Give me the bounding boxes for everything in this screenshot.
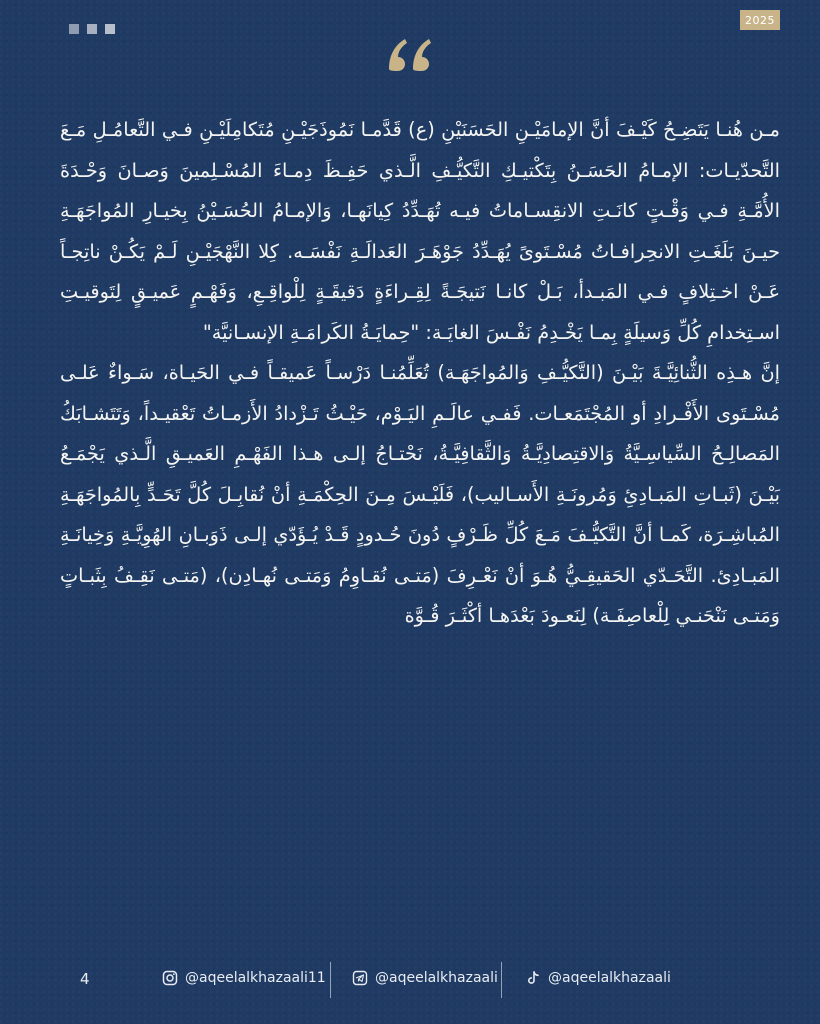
article-body — [60, 110, 780, 940]
paragraph-2: إنَّ هـذِه الثُّنائِيَّـةَ بَيْـنَ (التَّكيُّـفِ وَالمُواجَهَـة) تُعَلِّمُنـا دَرْسـاً عَميقـاً فـي الحَيـاة، سَـواءٌ عَلـى مُسْـتَوى الأَفْـرادِ أو المُجْتَمَعـات. فَفـي عالَـمِ اليَـوْم، حَيْـثُ تَـزْدادُ الأَزمـاتُ تَعْقيـداً، وَتَتَشـابَكُ المَصالِـحُ السِّياسِـيَّةُ وَالاقتِصادِيَّـةُ وَالثَّقافِيَّـةُ، نَحْتـاجُ إلـى هـذا الفَهْـمِ العَميـقِ الَّـذي يَجْمَـعُ بَيْـنَ (ثَبـاتِ المَبـادِئِ وَمُرونَـةِ الأَسـاليب)، فَلَيْـسَ مِـنَ الحِكْمَـةِ أنْ نُقابِـلَ كُلَّ تَحَـدٍّ بِالمُواجَهَـةِ المُباشِـرَة، كَمـا أنَّ التَّكيُّـفَ مَـعَ كُلِّ ظَـرْفٍ دُونَ حُـدودٍ قَـدْ يُـؤَدّي إلـى ذَوَبـانِ الهُوِيَّـةِ وَخِيانَـةِ المَبـادِئ. التَّحَـدّي الحَقيقِـيُّ هُـوَ أنْ نَعْـرِفَ (مَتـى نُقـاوِمُ وَمَتـى نُهـادِن)، (مَتـى نَقِـفُ بِثَبـاتٍ وَمَتـى نَنْحَنـي لِلْعاصِفَـة) لِنَعـودَ بَعْدَهـا أكْثَـرَ قُـوَّة — [60, 361, 780, 627]
telegram-link[interactable] — [352, 970, 498, 986]
quote-container — [0, 18, 820, 88]
quote-mark-icon — [385, 33, 435, 73]
page-number: 4 — [80, 970, 90, 988]
instagram-handle: @aqeelalkhazaali11 — [185, 970, 326, 986]
tiktok-icon — [525, 970, 541, 986]
footer-divider — [501, 962, 502, 998]
footer — [0, 962, 820, 998]
tiktok-handle: @aqeelalkhazaali — [548, 970, 671, 986]
paragraph-1: مـن هُنـا يَتَضِـحُ كَيْـفَ أنَّ الإمامَيْـنِ الحَسَنَيْنِ (ع) قَدَّمـا نَمُوذَجَيْـنِ مُتَكامِلَيْـنِ فـي التَّعامُـلِ مَـعَ التَّحدّيـات: الإمـامُ الحَسَـنُ بِتَكْتيـكِ التَّكيُّـفِ الَّـذي حَفِـظَ دِمـاءَ المُسْـلِمينَ وَصـانَ وَحْـدَةَ الأُمَّـةِ فـي وَقْـتٍ كانَـتِ الانقِسـاماتُ فيـه تُهَـدِّدُ كِيانَهـا، وَالإمـامُ الحُسَـيْنُ بِخيـارِ المُواجَهَـةِ حيـنَ بَلَغَـتِ الانحِرافـاتُ مُسْـتَوىً يُهَـدِّدُ جَوْهَـرَ العَدالَـةِ نَفْسَـه. كِلا النَّهْجَيْـنِ لَـمْ يَكُـنْ ناتِجـاً عَـنْ اخـتِلافٍ فـي المَبـدأ، بَـلْ كانـا نَتيجَـةً لِقِـراءَةٍ دَقيقَـةٍ لِلْواقِـعِ، وَفَهْـمٍ عَميـقٍ لِتَوقيـتِ اسـتِخدامِ كُلِّ وَسيلَةٍ بِمـا يَخْـدِمُ نَفْـسَ الغايَـة: "حِمايَـةُ الكَرامَـةِ الإنسـانيَّة" — [60, 118, 780, 344]
telegram-handle: @aqeelalkhazaali — [375, 970, 498, 986]
footer-divider — [330, 962, 331, 998]
telegram-icon — [352, 970, 368, 986]
instagram-icon — [162, 970, 178, 986]
tiktok-link[interactable] — [525, 970, 671, 986]
year-badge: 2025 — [740, 10, 780, 30]
instagram-link[interactable] — [162, 970, 326, 986]
